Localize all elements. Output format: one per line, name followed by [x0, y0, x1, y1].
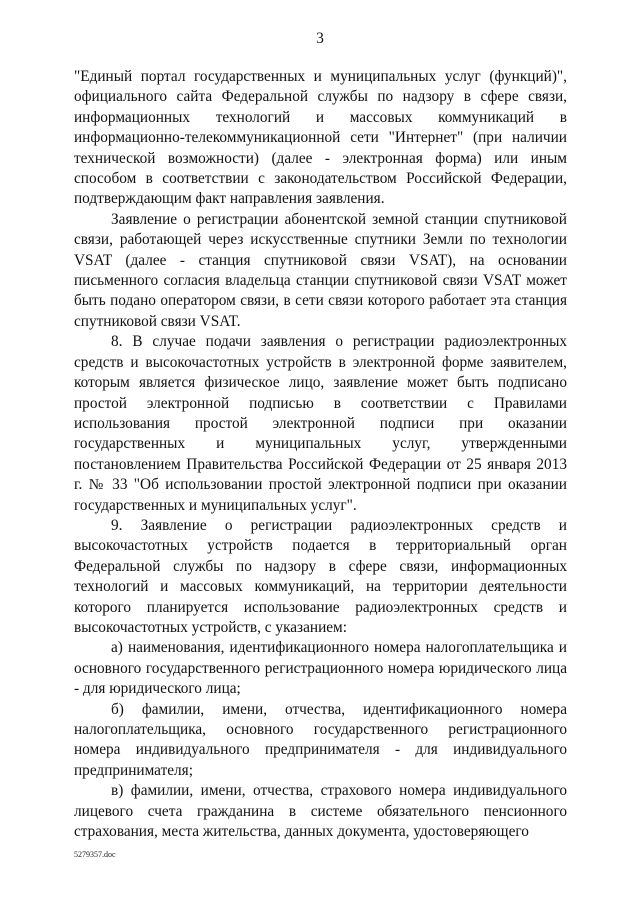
footer-file-name: 5279357.doc: [74, 850, 116, 859]
paragraph-vsat-application: Заявление о регистрации абонентской земной станции спутниковой связи, работающей через искусственные спутники Земли по технологии VSAT (далее - станция спутниковой связи VSAT), на основании письменного согласия владельца станции спутниковой связи VSAT может быть подано оператором связи, в сети связи которого работает эта станция спутниковой связи VSAT.: [74, 210, 567, 330]
paragraph-item-9: 9. Заявление о регистрации радиоэлектронных средств и высокочастотных устройств подается в территориальный орган Федеральной службы по надзору в сфере связи, информационных технологий и массовых коммуникаций, на территории деятельности которого планируется использование радиоэлектронных средств и высокочастотных устройств, с указанием:: [74, 516, 567, 636]
page-number: 3: [316, 30, 324, 47]
paragraph-continuation: "Единый портал государственных и муниципальных услуг (функций)", официального сайта Федеральной службы по надзору в сфере связи, информационных технологий и массовых коммуникаций в информационно-телекоммуникационной сети "Интернет" (при наличии технической возможности) (далее - электронная форма) или иным способом в соответствии с законодательством Российской Федерации, подтверждающим факт направления заявления.: [74, 68, 567, 208]
paragraph-item-8: 8. В случае подачи заявления о регистрации радиоэлектронных средств и высокочастотных устройств в электронной форме заявителем, которым является физическое лицо, заявление может быть подписано простой электронной подписью в соответствии с Правилами использования простой электронной подписи при оказании государственных и муниципальных услуг, утвержденными постановлением Правительства Российской Федерации от 25 января 2013 г. № 33 "Об использовании простой электронной подписи при оказании государственных и муниципальных услуг".: [74, 333, 567, 514]
paragraph-subitem-a: а) наименования, идентификационного номера налогоплательщика и основного государственного регистрационного номера юридического лица - для юридического лица;: [74, 639, 567, 698]
document-body: [74, 67, 567, 842]
paragraph-subitem-v: в) фамилии, имени, отчества, страхового номера индивидуального лицевого счета гражданина в системе обязательного пенсионного страхования, места жительства, данных документа, удостоверяющего: [74, 782, 567, 841]
paragraph-subitem-b: б) фамилии, имени, отчества, идентификационного номера налогоплательщика, основного государственного регистрационного номера индивидуального предпринимателя - для индивидуального предпринимателя;: [74, 700, 567, 779]
